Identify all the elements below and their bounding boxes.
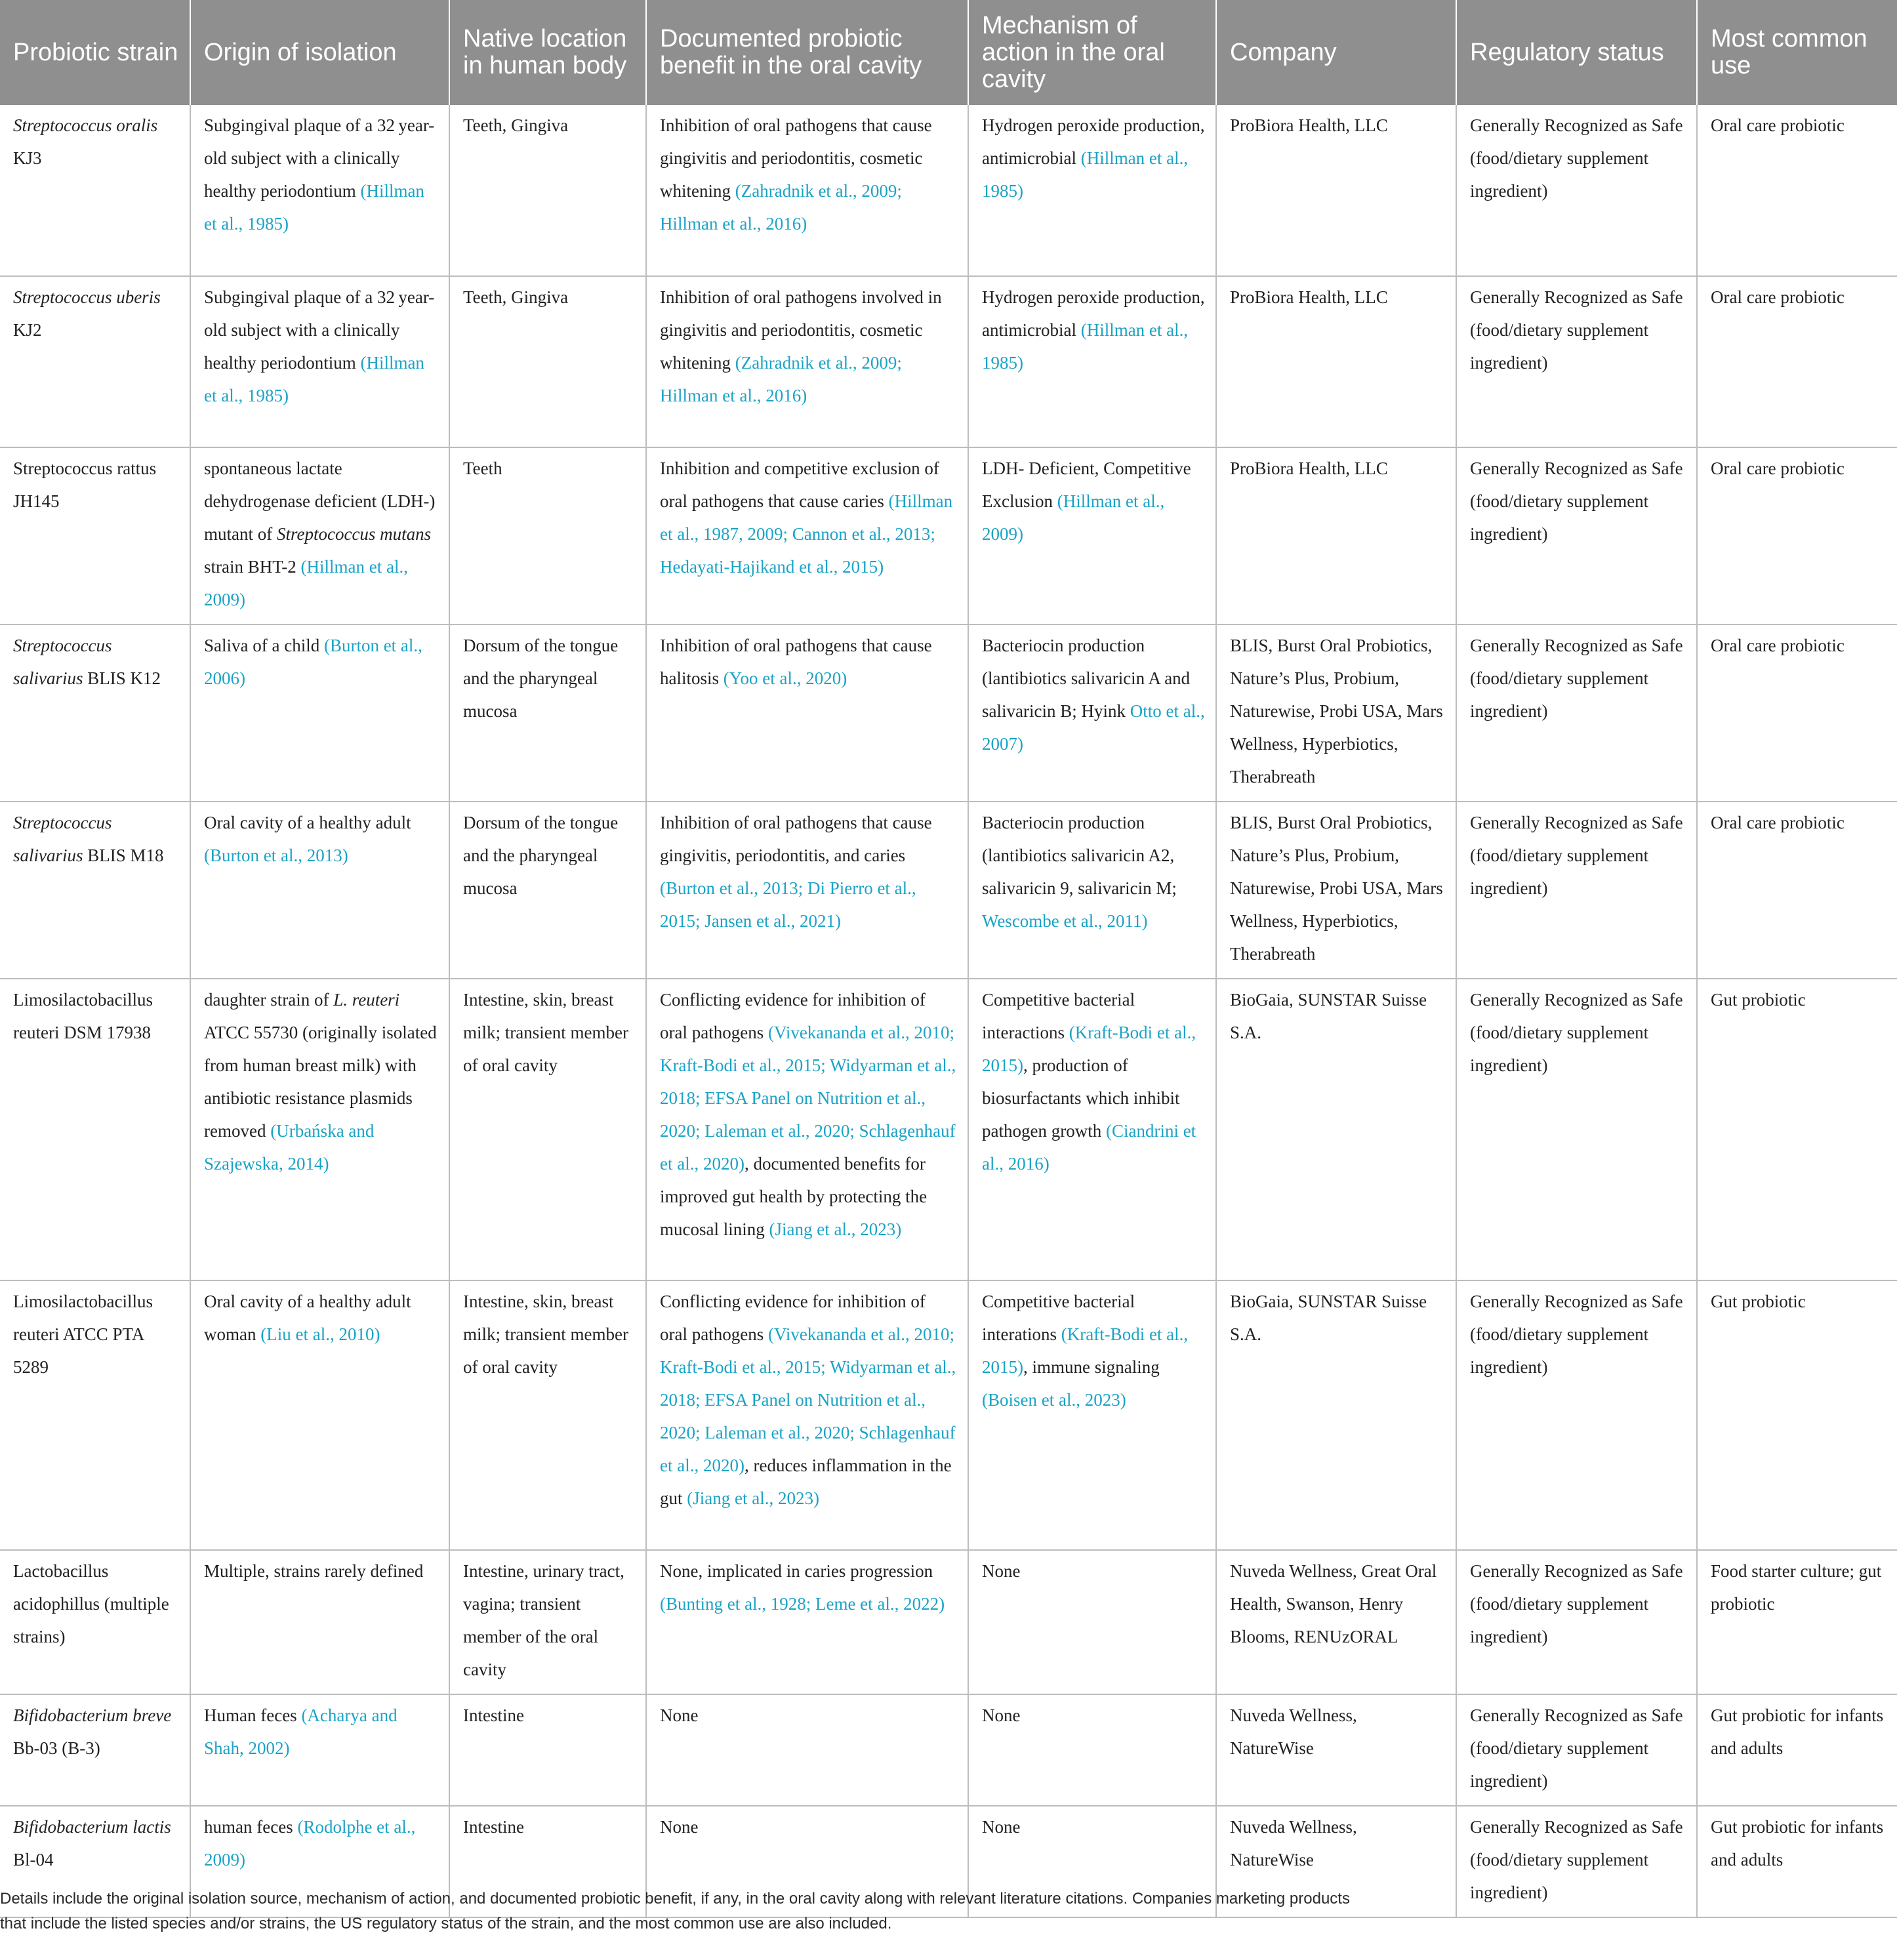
citation-link: (Hillman et al., 2009) (982, 491, 1165, 544)
cell-text: Bacteriocin production (lantibiotics salivaricin A2, salivaricin 9, salivaricin M; (982, 813, 1177, 898)
cell-text: None (982, 1817, 1021, 1837)
cell-documented-benefit (646, 1280, 968, 1550)
table-row (0, 624, 1897, 802)
cell-probiotic-strain (0, 1694, 190, 1806)
cell-regulatory-status (1456, 1280, 1697, 1550)
cell-text: Generally Recognized as Safe (food/dietary supplement ingredient) (1470, 1705, 1683, 1791)
cell-regulatory-status (1456, 1694, 1697, 1806)
cell-text: Limosilactobacillus reuteri DSM 17938 (13, 990, 153, 1042)
cell-text: Limosilactobacillus reuteri ATCC PTA 5289 (13, 1292, 153, 1377)
citation-link: (Hillman et al., 1985) (982, 320, 1189, 373)
cell-text: Generally Recognized as Safe (food/dietary supplement ingredient) (1470, 636, 1683, 721)
table-row (0, 979, 1897, 1280)
header-mechanism-of-action: Mechanism of action in the oral cavity (968, 0, 1216, 105)
cell-text: , documented benefits for improved gut health by protecting the mucosal lining (660, 1154, 928, 1239)
header-most-common-use: Most common use (1697, 0, 1897, 105)
cell-text: , reduces inflammation in the gut (660, 1456, 952, 1508)
table-caption: Details include the original isolation source, mechanism of action, and documented probiotic benefit, if any, in the oral cavity along with relevant literature citations. Companies marketing products that include the listed species and/or strains, the US regulatory status of the strain, and the most common use are also included. (0, 1890, 1350, 1932)
cell-documented-benefit (646, 105, 968, 276)
cell-origin-of-isolation (190, 447, 449, 624)
cell-text: spontaneous lactate dehydrogenase deficient (LDH-) mutant of (204, 459, 436, 544)
cell-most-common-use (1697, 624, 1897, 802)
cell-probiotic-strain (0, 1280, 190, 1550)
cell-probiotic-strain (0, 979, 190, 1280)
cell-text: Subgingival plaque of a 32 year-old subject with a clinically healthy periodontium (204, 287, 435, 373)
cell-text: Oral care probiotic (1711, 287, 1845, 307)
cell-text: Intestine, skin, breast milk; transient member of oral cavity (463, 1292, 628, 1377)
cell-mechanism-of-action (968, 1280, 1216, 1550)
cell-text: Oral care probiotic (1711, 636, 1845, 655)
cell-text: None (660, 1817, 699, 1837)
cell-probiotic-strain (0, 447, 190, 624)
cell-text: BLIS, Burst Oral Probiotics, Nature’s Plus, Probium, Naturewise, Probi USA, Mars Wellness, Hyperbiotics, Therabreath (1230, 636, 1443, 786)
cell-text: , production of biosurfactants which inhibit pathogen growth (982, 1055, 1180, 1141)
cell-most-common-use (1697, 1280, 1897, 1550)
cell-text: Gut probiotic (1711, 990, 1806, 1010)
cell-text: Inhibition of oral pathogens that cause gingivitis, periodontitis, and caries (660, 813, 932, 865)
cell-regulatory-status (1456, 624, 1697, 802)
cell-mechanism-of-action (968, 1694, 1216, 1806)
cell-text: Oral cavity of a healthy adult (204, 813, 411, 832)
table-body (0, 105, 1897, 1917)
cell-text: Conflicting evidence for inhibition of oral pathogens (660, 1292, 926, 1344)
cell-text: Competitive bacterial interations (982, 1292, 1135, 1344)
citation-link: (Hillman et al., 1985) (204, 353, 424, 405)
cell-text: Generally Recognized as Safe (food/dietary supplement ingredient) (1470, 1561, 1683, 1646)
cell-origin-of-isolation (190, 624, 449, 802)
cell-text: Nuveda Wellness, NatureWise (1230, 1817, 1357, 1869)
cell-native-location (449, 1694, 646, 1806)
table-row (0, 105, 1897, 276)
cell-text: Oral cavity of a healthy adult woman (204, 1292, 411, 1344)
table-row (0, 802, 1897, 979)
cell-text: Nuveda Wellness, NatureWise (1230, 1705, 1357, 1758)
cell-documented-benefit (646, 276, 968, 447)
header-company: Company (1216, 0, 1456, 105)
cell-regulatory-status (1456, 1806, 1697, 1917)
cell-text: Streptococcus rattus JH145 (13, 459, 157, 511)
cell-most-common-use (1697, 1550, 1897, 1694)
species-name: Streptococcus salivarius (13, 813, 112, 865)
citation-link: (Jiang et al., 2023) (687, 1488, 819, 1508)
citation-link: (Bunting et al., 1928; Leme et al., 2022) (660, 1594, 945, 1614)
cell-company (1216, 105, 1456, 276)
citation-link: (Rodolphe et al., 2009) (204, 1817, 416, 1869)
cell-text: None (982, 1561, 1021, 1581)
cell-probiotic-strain (0, 276, 190, 447)
cell-text: Teeth, Gingiva (463, 287, 569, 307)
header-regulatory-status: Regulatory status (1456, 0, 1697, 105)
cell-mechanism-of-action (968, 802, 1216, 979)
species-name: Streptococcus uberis (13, 287, 161, 307)
cell-native-location (449, 624, 646, 802)
cell-company (1216, 1280, 1456, 1550)
cell-mechanism-of-action (968, 105, 1216, 276)
cell-text: Bacteriocin production (lantibiotics salivaricin A and salivaricin B; Hyink (982, 636, 1191, 721)
cell-text: Nuveda Wellness, Great Oral Health, Swanson, Henry Blooms, RENUzORAL (1230, 1561, 1437, 1646)
cell-text: Inhibition of oral pathogens involved in gingivitis and periodontitis, cosmetic whitening (660, 287, 942, 373)
cell-text: Inhibition and competitive exclusion of oral pathogens that cause caries (660, 459, 939, 511)
cell-company (1216, 1550, 1456, 1694)
cell-text: None, implicated in caries progression (660, 1561, 933, 1581)
cell-text: Dorsum of the tongue and the pharyngeal mucosa (463, 636, 619, 721)
table-row (0, 1694, 1897, 1806)
cell-text: BLIS K12 (83, 668, 161, 688)
citation-link: (Vivekananda et al., 2010; Kraft-Bodi et al., 2015; Widyarman et al., 2018; EFSA Panel on Nutrition et al., 2020; Laleman et al., 2020; Schlagenhauf et al., 2020) (660, 1023, 956, 1174)
cell-text: None (982, 1705, 1021, 1725)
table-row (0, 1550, 1897, 1694)
citation-link: (Burton et al., 2013; Di Pierro et al., 2015; Jansen et al., 2021) (660, 878, 916, 931)
citation-link: (Hillman et al., 1987, 2009; Cannon et al., 2013; Hedayati-Hajikand et al., 2015) (660, 491, 953, 577)
species-name: Streptococcus salivarius (13, 636, 112, 688)
cell-origin-of-isolation (190, 105, 449, 276)
cell-origin-of-isolation (190, 1280, 449, 1550)
cell-origin-of-isolation (190, 1694, 449, 1806)
cell-text: Generally Recognized as Safe (food/dietary supplement ingredient) (1470, 990, 1683, 1075)
table-row (0, 1280, 1897, 1550)
cell-regulatory-status (1456, 802, 1697, 979)
cell-text: Hydrogen peroxide production, antimicrobial (982, 115, 1205, 168)
citation-link: (Burton et al., 2013) (204, 846, 348, 865)
cell-text: Intestine (463, 1817, 524, 1837)
cell-text: daughter strain of (204, 990, 334, 1010)
cell-text: Generally Recognized as Safe (food/dietary supplement ingredient) (1470, 115, 1683, 201)
cell-text: None (660, 1705, 699, 1725)
cell-probiotic-strain (0, 802, 190, 979)
species-name: L. reuteri (333, 990, 400, 1010)
header-native-location: Native location in human body (449, 0, 646, 105)
cell-text: Oral care probiotic (1711, 813, 1845, 832)
cell-text: KJ2 (13, 320, 42, 340)
cell-documented-benefit (646, 624, 968, 802)
cell-most-common-use (1697, 105, 1897, 276)
cell-text: BLIS, Burst Oral Probiotics, Nature’s Plus, Probium, Naturewise, Probi USA, Mars Wellness, Hyperbiotics, Therabreath (1230, 813, 1443, 964)
cell-documented-benefit (646, 979, 968, 1280)
cell-company (1216, 802, 1456, 979)
citation-link: (Urbańska and Szajewska, 2014) (204, 1121, 375, 1174)
cell-text: Generally Recognized as Safe (food/dietary supplement ingredient) (1470, 287, 1683, 373)
cell-probiotic-strain (0, 624, 190, 802)
cell-text: Human feces (204, 1705, 302, 1725)
cell-text: Oral care probiotic (1711, 459, 1845, 478)
cell-text: KJ3 (13, 148, 42, 168)
cell-native-location (449, 105, 646, 276)
species-name: Streptococcus mutans (276, 524, 432, 544)
cell-native-location (449, 447, 646, 624)
cell-text: Intestine (463, 1705, 524, 1725)
header-documented-benefit: Documented probiotic benefit in the oral cavity (646, 0, 968, 105)
cell-company (1216, 447, 1456, 624)
citation-link: (Zahradnik et al., 2009; Hillman et al., 2016) (660, 353, 902, 405)
cell-origin-of-isolation (190, 802, 449, 979)
cell-probiotic-strain (0, 1550, 190, 1694)
cell-origin-of-isolation (190, 979, 449, 1280)
cell-mechanism-of-action (968, 624, 1216, 802)
citation-link: (Jiang et al., 2023) (769, 1219, 902, 1239)
cell-text: ProBiora Health, LLC (1230, 459, 1388, 478)
cell-text: Inhibition of oral pathogens that cause gingivitis and periodontitis, cosmetic whitening (660, 115, 932, 201)
cell-documented-benefit (646, 1694, 968, 1806)
cell-documented-benefit (646, 447, 968, 624)
cell-text: Dorsum of the tongue and the pharyngeal mucosa (463, 813, 619, 898)
citation-link: (Liu et al., 2010) (260, 1324, 380, 1344)
cell-text: Subgingival plaque of a 32 year-old subject with a clinically healthy periodontium (204, 115, 435, 201)
citation-link: (Vivekananda et al., 2010; Kraft-Bodi et al., 2015; Widyarman et al., 2018; EFSA Panel on Nutrition et al., 2020; Laleman et al., 2020; Schlagenhauf et al., 2020) (660, 1324, 956, 1475)
cell-text: Generally Recognized as Safe (food/dietary supplement ingredient) (1470, 1292, 1683, 1377)
cell-text: Generally Recognized as Safe (food/dietary supplement ingredient) (1470, 1817, 1683, 1902)
cell-native-location (449, 1550, 646, 1694)
citation-link: Wescombe et al., 2011) (982, 911, 1148, 931)
cell-documented-benefit (646, 802, 968, 979)
cell-origin-of-isolation (190, 1550, 449, 1694)
cell-origin-of-isolation (190, 276, 449, 447)
cell-text: Conflicting evidence for inhibition of oral pathogens (660, 990, 926, 1042)
cell-text: Teeth (463, 459, 502, 478)
cell-documented-benefit (646, 1550, 968, 1694)
cell-text: Teeth, Gingiva (463, 115, 569, 135)
header-row (0, 0, 1897, 105)
cell-mechanism-of-action (968, 1550, 1216, 1694)
cell-text: ATCC 55730 (originally isolated from human breast milk) with antibiotic resistance plasmids removed (204, 1023, 437, 1141)
species-name: Bifidobacterium lactis (13, 1817, 171, 1837)
citation-link: (Kraft-Bodi et al., 2015) (982, 1324, 1189, 1377)
cell-most-common-use (1697, 447, 1897, 624)
cell-regulatory-status (1456, 979, 1697, 1280)
table-row (0, 276, 1897, 447)
cell-company (1216, 276, 1456, 447)
cell-regulatory-status (1456, 447, 1697, 624)
cell-regulatory-status (1456, 1550, 1697, 1694)
cell-native-location (449, 1280, 646, 1550)
citation-link: (Kraft-Bodi et al., 2015) (982, 1023, 1196, 1075)
cell-most-common-use (1697, 802, 1897, 979)
cell-text: Gut probiotic for infants and adults (1711, 1705, 1884, 1758)
species-name: Bifidobacterium breve (13, 1705, 172, 1725)
cell-native-location (449, 276, 646, 447)
citation-link: (Yoo et al., 2020) (723, 668, 847, 688)
cell-probiotic-strain (0, 105, 190, 276)
cell-text: strain BHT-2 (204, 557, 301, 577)
cell-most-common-use (1697, 1806, 1897, 1917)
cell-text: Intestine, skin, breast milk; transient member of oral cavity (463, 990, 628, 1075)
cell-text: BioGaia, SUNSTAR Suisse S.A. (1230, 1292, 1427, 1344)
cell-mechanism-of-action (968, 447, 1216, 624)
cell-text: Bl-04 (13, 1850, 54, 1869)
citation-link: (Hillman et al., 1985) (982, 148, 1189, 201)
cell-text: ProBiora Health, LLC (1230, 115, 1388, 135)
cell-company (1216, 1694, 1456, 1806)
cell-text: BioGaia, SUNSTAR Suisse S.A. (1230, 990, 1427, 1042)
cell-regulatory-status (1456, 105, 1697, 276)
cell-text: Multiple, strains rarely defined (204, 1561, 424, 1581)
cell-most-common-use (1697, 979, 1897, 1280)
cell-text: Generally Recognized as Safe (food/dietary supplement ingredient) (1470, 813, 1683, 898)
cell-text: BLIS M18 (83, 846, 164, 865)
header-origin-of-isolation: Origin of isolation (190, 0, 449, 105)
cell-text: Gut probiotic for infants and adults (1711, 1817, 1884, 1869)
cell-text: Competitive bacterial interactions (982, 990, 1135, 1042)
cell-company (1216, 979, 1456, 1280)
cell-text: human feces (204, 1817, 298, 1837)
cell-text: Hydrogen peroxide production, antimicrobial (982, 287, 1205, 340)
cell-text: LDH- Deficient, Competitive Exclusion (982, 459, 1191, 511)
cell-text: Oral care probiotic (1711, 115, 1845, 135)
cell-text: Food starter culture; gut probiotic (1711, 1561, 1882, 1614)
header-probiotic-strain: Probiotic strain (0, 0, 190, 105)
cell-native-location (449, 979, 646, 1280)
citation-link: Otto et al., 2007) (982, 701, 1205, 754)
cell-mechanism-of-action (968, 979, 1216, 1280)
citation-link: (Burton et al., 2006) (204, 636, 422, 688)
citation-link: (Hillman et al., 2009) (204, 557, 408, 609)
cell-company (1216, 624, 1456, 802)
cell-text: Inhibition of oral pathogens that cause halitosis (660, 636, 932, 688)
cell-mechanism-of-action (968, 276, 1216, 447)
cell-text: Saliva of a child (204, 636, 324, 655)
citation-link: (Ciandrini et al., 2016) (982, 1121, 1196, 1174)
cell-text: Gut probiotic (1711, 1292, 1806, 1311)
cell-text: Lactobacillus acidophillus (multiple strains) (13, 1561, 169, 1646)
cell-text: ProBiora Health, LLC (1230, 287, 1388, 307)
cell-native-location (449, 802, 646, 979)
table-row (0, 447, 1897, 624)
cell-text: , immune signaling (1023, 1357, 1160, 1377)
cell-most-common-use (1697, 1694, 1897, 1806)
cell-text: Intestine, urinary tract, vagina; transient member of the oral cavity (463, 1561, 624, 1679)
cell-text: Bb-03 (B-3) (13, 1738, 100, 1758)
citation-link: (Zahradnik et al., 2009; Hillman et al., 2016) (660, 181, 902, 234)
citation-link: (Acharya and Shah, 2002) (204, 1705, 398, 1758)
cell-regulatory-status (1456, 276, 1697, 447)
cell-most-common-use (1697, 276, 1897, 447)
species-name: Streptococcus oralis (13, 115, 158, 135)
citation-link: (Boisen et al., 2023) (982, 1390, 1126, 1410)
cell-text: Generally Recognized as Safe (food/dietary supplement ingredient) (1470, 459, 1683, 544)
citation-link: (Hillman et al., 1985) (204, 181, 424, 234)
